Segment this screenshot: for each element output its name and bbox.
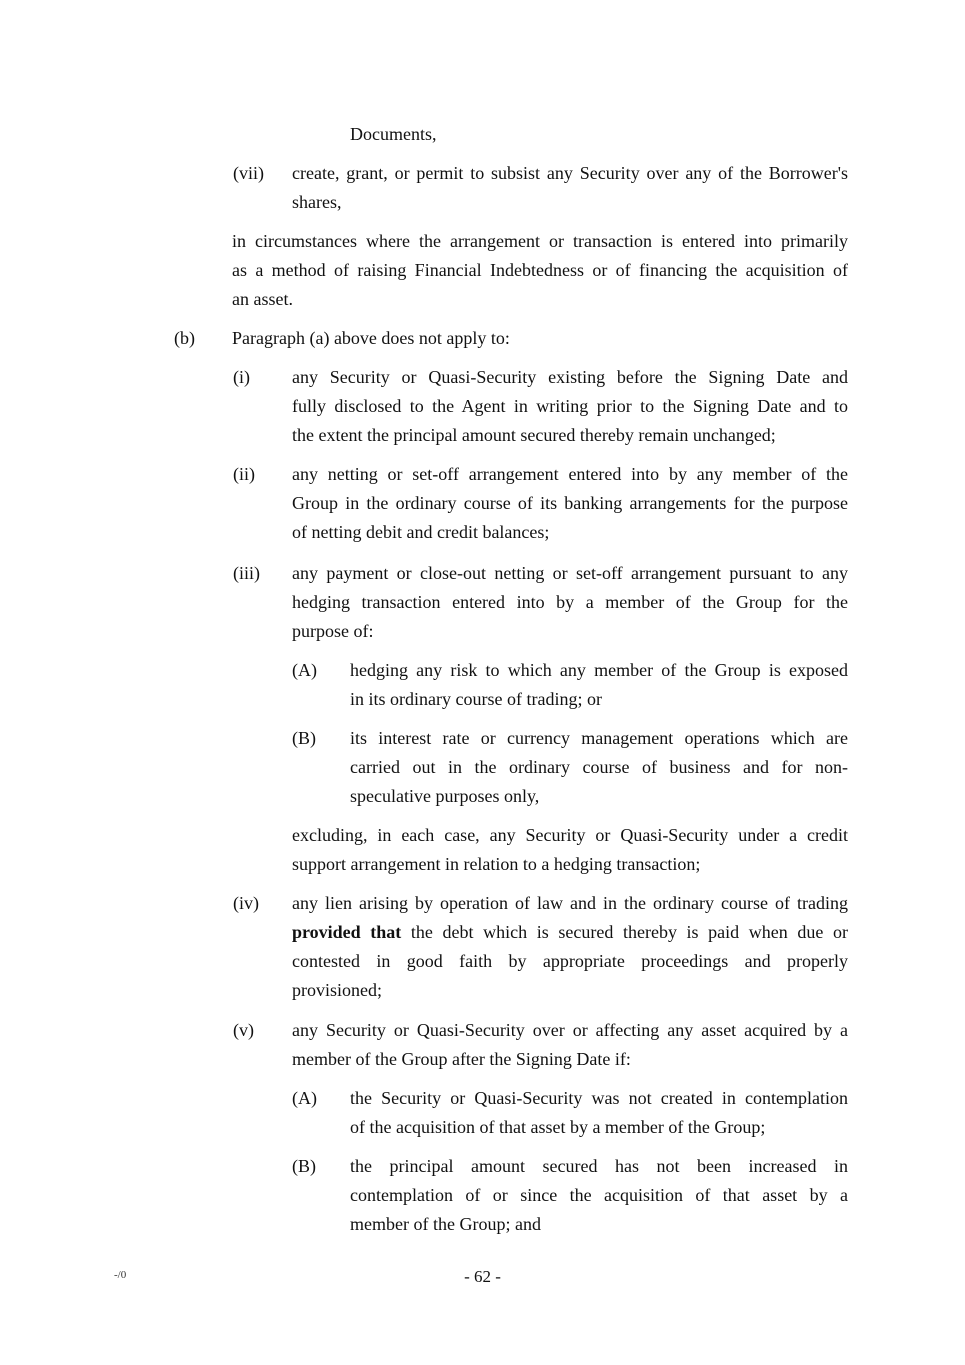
item-label-iii: (iii) [233, 563, 260, 583]
paragraph-label-b: (b) [174, 328, 195, 348]
subitem-label-v-b: (B) [292, 1156, 316, 1176]
subitem-label-v-a: (A) [292, 1088, 317, 1108]
subitem-v-b-line-3: member of the Group; and [350, 1214, 541, 1234]
subitem-iii-b-line-1: its interest rate or currency management operations which are [350, 728, 848, 748]
item-ii-line-1: any netting or set-off arrangement entered into by any member of the [292, 464, 848, 484]
item-ii-line-2: Group in the ordinary course of its banking arrangements for the purpose [292, 493, 848, 513]
subitem-iii-a-line-1: hedging any risk to which any member of the Group is exposed [350, 660, 848, 680]
item-iii-line-3: purpose of: [292, 621, 374, 641]
item-ii-line-3: of netting debit and credit balances; [292, 522, 550, 542]
subitem-label-iii-b: (B) [292, 728, 316, 748]
excluding-line-2: support arrangement in relation to a hedging transaction; [292, 854, 701, 874]
footer-document-ref: -/0 [114, 1269, 127, 1281]
item-i-line-2: fully disclosed to the Agent in writing prior to the Signing Date and to [292, 396, 848, 416]
item-v-line-1: any Security or Quasi-Security over or affecting any asset acquired by a [292, 1020, 848, 1040]
item-label-vii: (vii) [233, 163, 264, 183]
item-iv-line-2 [292, 918, 848, 947]
subitem-v-a-line-2: of the acquisition of that asset by a member of the Group; [350, 1117, 766, 1137]
item-label-v: (v) [233, 1020, 254, 1040]
subitem-label-iii-a: (A) [292, 660, 317, 680]
excluding-line-1: excluding, in each case, any Security or Quasi-Security under a credit [292, 825, 848, 845]
continuation-text: Documents, [350, 124, 437, 144]
subitem-iii-a-line-2: in its ordinary course of trading; or [350, 689, 602, 709]
item-i-line-3: the extent the principal amount secured thereby remain unchanged; [292, 425, 776, 445]
provided-that-bold: provided that [292, 922, 402, 942]
page-number: - 62 - [464, 1267, 501, 1286]
subitem-v-b-line-1: the principal amount secured has not been increased in [350, 1156, 848, 1176]
item-vii-line-2: shares, [292, 192, 342, 212]
item-iii-line-2: hedging transaction entered into by a member of the Group for the [292, 592, 848, 612]
item-vii-line-1: create, grant, or permit to subsist any Security over any of the Borrower's [292, 163, 848, 183]
item-label-ii: (ii) [233, 464, 255, 484]
item-v-line-2: member of the Group after the Signing Date if: [292, 1049, 631, 1069]
circumstances-line-1: in circumstances where the arrangement or transaction is entered into primarily [232, 231, 848, 251]
item-iii-line-1: any payment or close-out netting or set-off arrangement pursuant to any [292, 563, 848, 583]
item-iv-line-3: contested in good faith by appropriate proceedings and properly [292, 951, 848, 971]
item-iv-line-2-rest: the debt which is secured thereby is paid when due or [401, 922, 848, 942]
subitem-iii-b-line-3: speculative purposes only, [350, 786, 540, 806]
paragraph-b-text: Paragraph (a) above does not apply to: [232, 328, 510, 348]
item-iv-line-4: provisioned; [292, 980, 382, 1000]
circumstances-line-3: an asset. [232, 289, 293, 309]
item-iv-line-1: any lien arising by operation of law and in the ordinary course of trading [292, 893, 848, 913]
item-label-i: (i) [233, 367, 250, 387]
subitem-iii-b-line-2: carried out in the ordinary course of business and for non- [350, 757, 848, 777]
item-label-iv: (iv) [233, 893, 259, 913]
subitem-v-a-line-1: the Security or Quasi-Security was not created in contemplation [350, 1088, 848, 1108]
subitem-v-b-line-2: contemplation of or since the acquisition of that asset by a [350, 1185, 848, 1205]
item-i-line-1: any Security or Quasi-Security existing before the Signing Date and [292, 367, 848, 387]
circumstances-line-2: as a method of raising Financial Indebtedness or of financing the acquisition of [232, 260, 848, 280]
